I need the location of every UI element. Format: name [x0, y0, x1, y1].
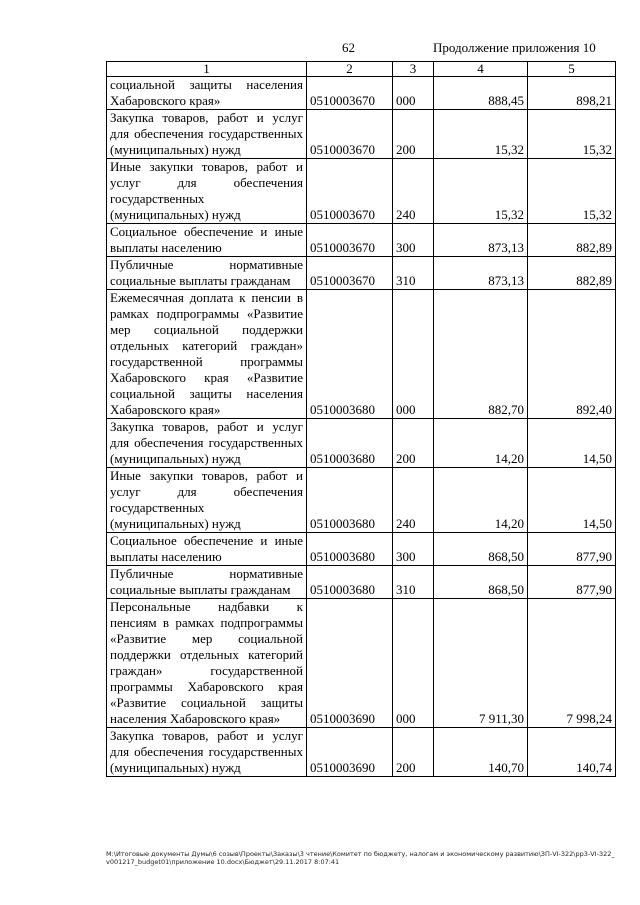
row-name: Закупка товаров, работ и услуг для обеспечения государственных (муниципальных) нужд [107, 110, 307, 159]
row-name: Закупка товаров, работ и услуг для обеспечения государственных (муниципальных) нужд [107, 419, 307, 468]
row-vr-code: 000 [393, 77, 434, 110]
table-row [107, 224, 616, 257]
budget-table [106, 61, 616, 777]
table-row [107, 566, 616, 599]
row-sum-year2: 15,32 [528, 159, 616, 224]
row-sum-year1: 15,32 [434, 110, 528, 159]
row-sum-year1: 14,20 [434, 468, 528, 533]
row-csr-code: 0510003690 [307, 599, 393, 728]
row-sum-year1: 868,50 [434, 566, 528, 599]
row-sum-year1: 7 911,30 [434, 599, 528, 728]
row-vr-code: 240 [393, 159, 434, 224]
row-name: социальной защиты населения Хабаровского края» [107, 77, 307, 110]
table-header [107, 62, 616, 77]
row-csr-code: 0510003680 [307, 290, 393, 419]
row-vr-code: 200 [393, 728, 434, 777]
row-csr-code: 0510003670 [307, 110, 393, 159]
row-vr-code: 300 [393, 533, 434, 566]
table-row [107, 599, 616, 728]
table-row [107, 468, 616, 533]
table-row [107, 110, 616, 159]
row-sum-year2: 7 998,24 [528, 599, 616, 728]
column-header: 4 [434, 62, 528, 77]
row-sum-year1: 888,45 [434, 77, 528, 110]
row-vr-code: 000 [393, 599, 434, 728]
row-csr-code: 0510003680 [307, 566, 393, 599]
row-sum-year2: 892,40 [528, 290, 616, 419]
table-row [107, 728, 616, 777]
header-row [107, 62, 616, 77]
row-sum-year1: 14,20 [434, 419, 528, 468]
table-row [107, 257, 616, 290]
row-name: Социальное обеспечение и иные выплаты населению [107, 224, 307, 257]
column-header: 1 [107, 62, 307, 77]
row-vr-code: 310 [393, 257, 434, 290]
table-row [107, 533, 616, 566]
table-row [107, 419, 616, 468]
table-row [107, 159, 616, 224]
row-vr-code: 300 [393, 224, 434, 257]
row-vr-code: 240 [393, 468, 434, 533]
row-sum-year2: 140,74 [528, 728, 616, 777]
row-sum-year1: 873,13 [434, 257, 528, 290]
column-header: 2 [307, 62, 393, 77]
row-vr-code: 310 [393, 566, 434, 599]
row-name: Публичные нормативные социальные выплаты гражданам [107, 566, 307, 599]
row-csr-code: 0510003680 [307, 533, 393, 566]
row-sum-year1: 873,13 [434, 224, 528, 257]
file-path-footer: M:\Итоговые документы Думы\6 созыв\Проекты\Заказы\3 чтение\Комитет по бюджету, налогам и экономическому развитию\ЗП-VI-322\рр3-VI-322_v001217_budget01\приложение 10.docx\Бюджет\29.11.2017 8:07:41 [106, 850, 615, 866]
row-csr-code: 0510003690 [307, 728, 393, 777]
row-csr-code: 0510003680 [307, 419, 393, 468]
table-body [107, 77, 616, 777]
row-name: Ежемесячная доплата к пенсии в рамках подпрограммы «Развитие мер социальной поддержки отдельных категорий граждан» государственной программы Хабаровского края «Развитие социальной защиты населения Хабаровского края» [107, 290, 307, 419]
row-sum-year2: 14,50 [528, 419, 616, 468]
row-name: Иные закупки товаров, работ и услуг для обеспечения государственных (муниципальных) нужд [107, 159, 307, 224]
column-header: 3 [393, 62, 434, 77]
row-sum-year2: 898,21 [528, 77, 616, 110]
column-header: 5 [528, 62, 616, 77]
row-sum-year2: 882,89 [528, 257, 616, 290]
row-sum-year1: 140,70 [434, 728, 528, 777]
row-csr-code: 0510003670 [307, 257, 393, 290]
row-csr-code: 0510003670 [307, 159, 393, 224]
row-name: Закупка товаров, работ и услуг для обеспечения государственных (муниципальных) нужд [107, 728, 307, 777]
row-sum-year2: 877,90 [528, 533, 616, 566]
row-sum-year2: 877,90 [528, 566, 616, 599]
row-vr-code: 200 [393, 110, 434, 159]
row-vr-code: 200 [393, 419, 434, 468]
table-row [107, 290, 616, 419]
row-sum-year1: 15,32 [434, 159, 528, 224]
row-sum-year2: 15,32 [528, 110, 616, 159]
row-name: Иные закупки товаров, работ и услуг для обеспечения государственных (муниципальных) нужд [107, 468, 307, 533]
row-name: Персональные надбавки к пенсиям в рамках подпрограммы «Развитие мер социальной поддержки отдельных категорий граждан» государственной программы Хабаровского края «Развитие социальной защиты населения Хабаровского края» [107, 599, 307, 728]
row-csr-code: 0510003680 [307, 468, 393, 533]
row-sum-year2: 14,50 [528, 468, 616, 533]
table-row [107, 77, 616, 110]
row-sum-year1: 868,50 [434, 533, 528, 566]
row-csr-code: 0510003670 [307, 224, 393, 257]
row-name: Публичные нормативные социальные выплаты гражданам [107, 257, 307, 290]
row-name: Социальное обеспечение и иные выплаты населению [107, 533, 307, 566]
row-sum-year1: 882,70 [434, 290, 528, 419]
page-number: 62 [342, 40, 355, 55]
row-csr-code: 0510003670 [307, 77, 393, 110]
continuation-label: Продолжение приложения 10 [433, 40, 596, 55]
row-sum-year2: 882,89 [528, 224, 616, 257]
row-vr-code: 000 [393, 290, 434, 419]
